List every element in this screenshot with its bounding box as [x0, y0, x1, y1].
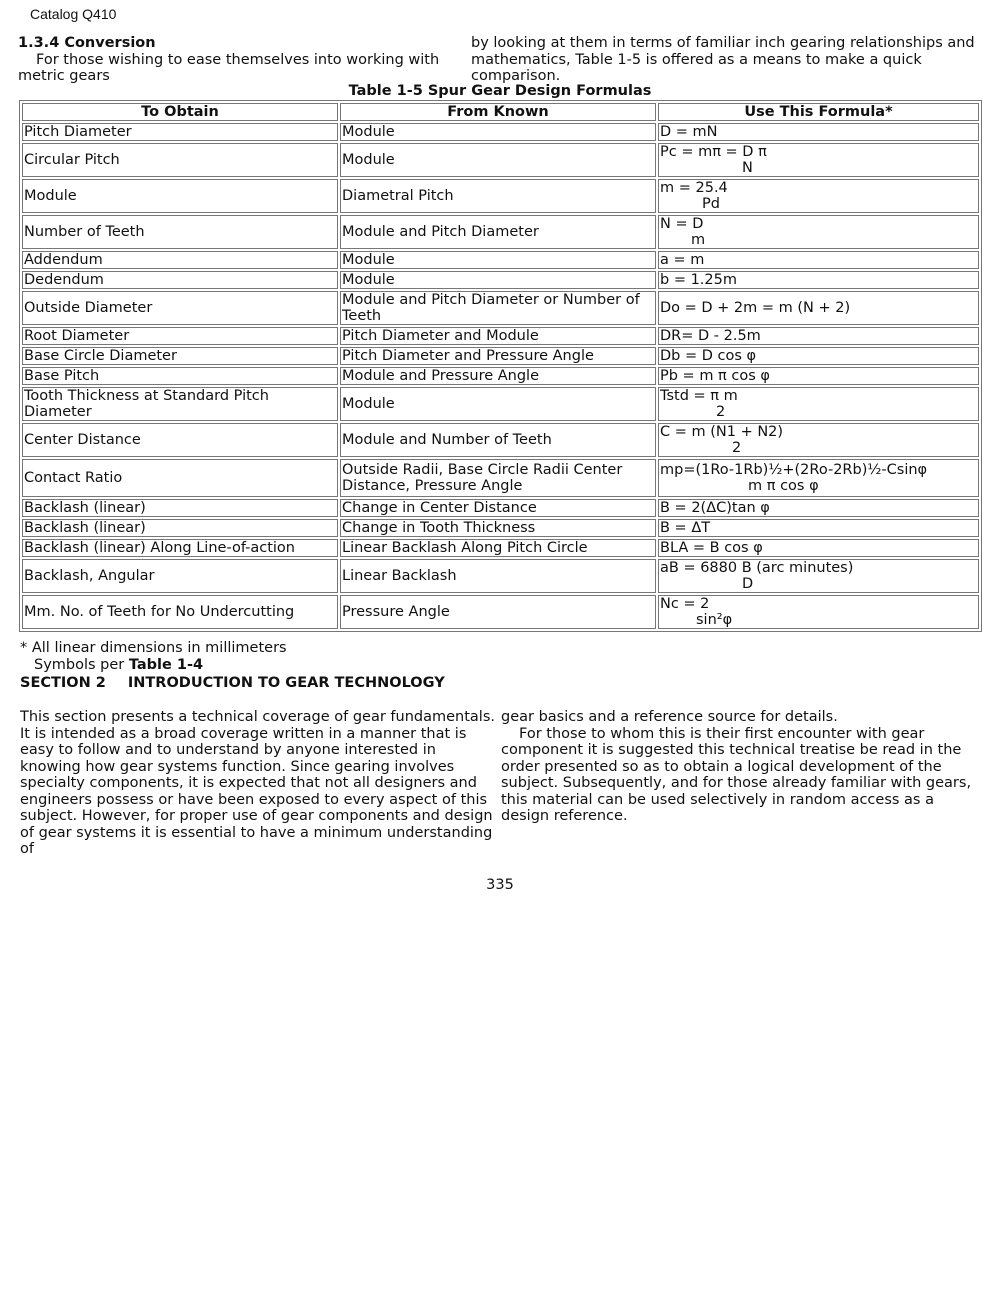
table-row [22, 123, 979, 141]
section-right-text-1: gear basics and a reference source for details. [501, 709, 838, 725]
formula-line: C = m (N1 + N2) [660, 424, 784, 440]
table-row [22, 215, 979, 249]
cell-formula: Pb = m π cos φ [658, 367, 979, 385]
header-from-known: From Known [340, 103, 656, 121]
table-row [22, 291, 979, 325]
cell-formula [658, 387, 979, 421]
cell-formula: DR= D - 2.5m [658, 327, 979, 345]
cell-obtain: Backlash (linear) Along Line-of-action [22, 539, 338, 557]
cell-formula: BLA = B cos φ [658, 539, 979, 557]
table-row [22, 347, 979, 365]
cell-known: Module [340, 387, 656, 421]
note-symbols [20, 657, 287, 674]
formula-line: Pc = mπ = D π [660, 144, 767, 160]
formula-line: N = D [660, 216, 704, 232]
note-linear-dimensions: * All linear dimensions in millimeters [20, 640, 287, 656]
table-notes [20, 640, 287, 673]
cell-known: Diametral Pitch [340, 179, 656, 213]
header-formula: Use This Formula* [658, 103, 979, 121]
cell-known: Module [340, 123, 656, 141]
cell-known: Module [340, 251, 656, 269]
cell-obtain: Center Distance [22, 423, 338, 457]
cell-obtain: Addendum [22, 251, 338, 269]
formula-line: Nc = 2 [660, 596, 710, 612]
cell-known: Change in Tooth Thickness [340, 519, 656, 537]
cell-obtain: Base Pitch [22, 367, 338, 385]
cell-known: Module and Pitch Diameter [340, 215, 656, 249]
cell-obtain: Backlash (linear) [22, 519, 338, 537]
cell-obtain: Backlash (linear) [22, 499, 338, 517]
cell-obtain: Dedendum [22, 271, 338, 289]
formula-line: Tstd = π m [660, 388, 738, 404]
formula-line: aB = 6880 B (arc minutes) [660, 560, 854, 576]
formula-denominator: N [742, 160, 753, 176]
cell-obtain: Root Diameter [22, 327, 338, 345]
conversion-right-column [471, 35, 981, 85]
cell-known: Module and Number of Teeth [340, 423, 656, 457]
cell-known: Module [340, 143, 656, 177]
table-row [22, 143, 979, 177]
table-row [22, 387, 979, 421]
cell-known: Outside Radii, Base Circle Radii Center Distance, Pressure Angle [340, 459, 656, 497]
cell-known: Linear Backlash Along Pitch Circle [340, 539, 656, 557]
table-row [22, 519, 979, 537]
cell-formula [658, 595, 979, 629]
table-row [22, 367, 979, 385]
cell-formula: Db = D cos φ [658, 347, 979, 365]
note-table-ref: Table 1-4 [128, 656, 204, 673]
table-title: Table 1-5 Spur Gear Design Formulas [348, 83, 652, 99]
table-row [22, 595, 979, 629]
cell-known: Linear Backlash [340, 559, 656, 593]
formula-denominator: sin²φ [696, 612, 733, 628]
cell-known: Module [340, 271, 656, 289]
cell-obtain: Contact Ratio [22, 459, 338, 497]
section-left-text: This section presents a technical coverage of gear fundamentals. It is intended as a broad coverage written in a manner that is easy to follow and to understand by anyone interested in knowing how gear systems function. Since gearing involves specialty components, it is expected that not all designers and engineers possess or have been exposed to every aspect of this subject. However, for proper use of gear components and design of gear systems it is essential to have a minimum understanding of [20, 709, 495, 857]
formula-denominator: 2 [716, 404, 726, 420]
section-right-column [501, 709, 981, 825]
cell-formula: B = ΔT [658, 519, 979, 537]
table-row [22, 251, 979, 269]
page-number: 335 [486, 877, 514, 893]
formula-denominator: D [742, 576, 754, 592]
cell-obtain: Number of Teeth [22, 215, 338, 249]
table-row [22, 459, 979, 497]
table-header-row [22, 103, 979, 121]
spur-gear-formulas-table [19, 100, 982, 632]
section-right-text-2: For those to whom this is their first encounter with gear component it is suggested this technical treatise be read in the order presented so as to obtain a logical development of the subject. Subsequently, and for those already familiar with gears, this material can be used selectively in random access as a design reference. [501, 725, 972, 824]
cell-known: Module and Pitch Diameter or Number of Teeth [340, 291, 656, 325]
cell-known: Module and Pressure Angle [340, 367, 656, 385]
cell-obtain: Backlash, Angular [22, 559, 338, 593]
cell-known: Pressure Angle [340, 595, 656, 629]
cell-known: Change in Center Distance [340, 499, 656, 517]
cell-obtain: Base Circle Diameter [22, 347, 338, 365]
header-to-obtain: To Obtain [22, 103, 338, 121]
cell-formula: b = 1.25m [658, 271, 979, 289]
cell-known: Pitch Diameter and Pressure Angle [340, 347, 656, 365]
formula-denominator: Pd [702, 196, 720, 212]
section-number: SECTION 2 [20, 675, 106, 691]
cell-obtain: Circular Pitch [22, 143, 338, 177]
table-row [22, 327, 979, 345]
cell-formula: D = mN [658, 123, 979, 141]
conversion-right-text: by looking at them in terms of familiar inch gearing relationships and mathematics, Table 1-5 is offered as a means to make a quick comparison. [471, 35, 975, 84]
cell-formula: Do = D + 2m = m (N + 2) [658, 291, 979, 325]
cell-formula: a = m [658, 251, 979, 269]
table-row [22, 271, 979, 289]
cell-formula: B = 2(ΔC)tan φ [658, 499, 979, 517]
conversion-left-text: For those wishing to ease themselves into working with metric gears [18, 51, 440, 84]
table-row [22, 539, 979, 557]
cell-obtain: Outside Diameter [22, 291, 338, 325]
conversion-heading: 1.3.4 Conversion [18, 35, 156, 51]
cell-formula [658, 143, 979, 177]
section-left-column [20, 709, 500, 858]
table-row [22, 423, 979, 457]
table-row [22, 179, 979, 213]
table-row [22, 499, 979, 517]
cell-obtain: Mm. No. of Teeth for No Undercutting [22, 595, 338, 629]
cell-formula [658, 459, 979, 497]
formula-line: m = 25.4 [660, 180, 728, 196]
formula-denominator: m [691, 232, 706, 248]
catalog-header: Catalog Q410 [30, 6, 117, 22]
formula-denominator: 2 [732, 440, 742, 456]
formula-line: mp=(1Ro-1Rb)½+(2Ro-2Rb)½-Csinφ [660, 462, 928, 478]
cell-obtain: Module [22, 179, 338, 213]
conversion-left-column [18, 35, 468, 85]
cell-formula [658, 559, 979, 593]
section-title: INTRODUCTION TO GEAR TECHNOLOGY [127, 675, 445, 691]
cell-obtain: Pitch Diameter [22, 123, 338, 141]
note-symbols-prefix: Symbols per [34, 656, 125, 673]
section-heading [20, 675, 445, 691]
cell-formula [658, 179, 979, 213]
cell-known: Pitch Diameter and Module [340, 327, 656, 345]
cell-formula [658, 423, 979, 457]
formula-denominator: m π cos φ [748, 478, 819, 494]
table-row [22, 559, 979, 593]
cell-formula [658, 215, 979, 249]
cell-obtain: Tooth Thickness at Standard Pitch Diameter [22, 387, 338, 421]
